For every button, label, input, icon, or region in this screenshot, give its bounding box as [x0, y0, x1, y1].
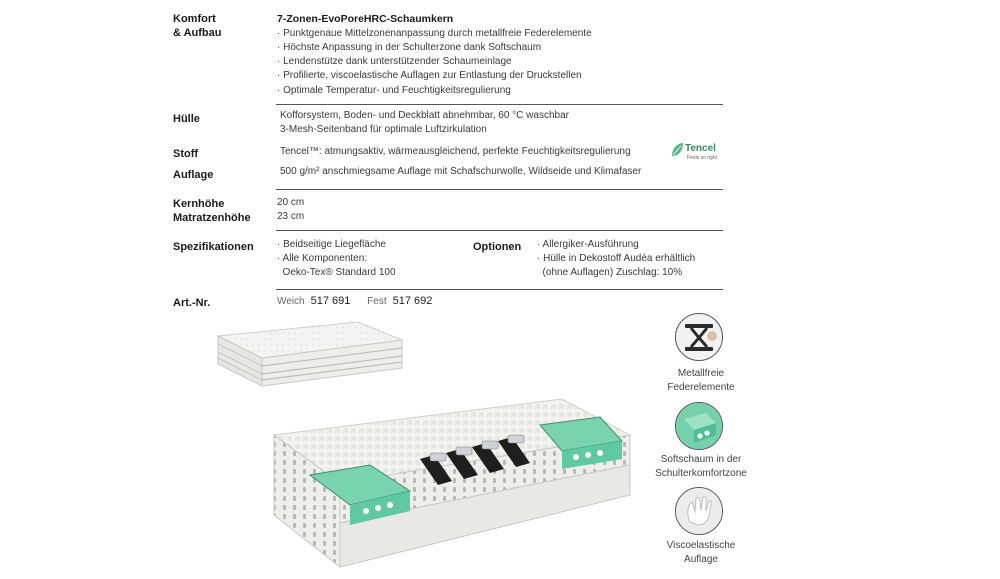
komfort-line-2: · Höchste Anpassung in der Schulterzone dank Softschaum: [277, 42, 542, 53]
divider: [276, 189, 723, 190]
divider: [276, 104, 723, 105]
tencel-logo-tagline: Feels so right: [687, 155, 718, 161]
feature-caption-federelemente: Metallfreie Federelemente: [667, 368, 735, 393]
fest-label: Fest: [367, 296, 387, 307]
label-auflage: Auflage: [173, 169, 214, 181]
tencel-logo: [669, 140, 725, 166]
label-optionen: Optionen: [473, 241, 522, 253]
komfort-line-3: · Lendenstütze dank unterstützender Schaumeinlage: [277, 56, 512, 67]
stoff-text: Tencel™: atmungsaktiv, wärmeausgleichend, perfekte Feuchtigkeitsregulierung: [280, 146, 631, 157]
optionen-line-2: · Hülle in Dekostoff Audéa erhältlich: [537, 253, 696, 264]
mattress-cutaway-image: [270, 395, 650, 573]
komfort-line-4: · Profilierte, viscoelastische Auflagen zur Entlastung der Druckstellen: [277, 70, 582, 81]
label-stoff: Stoff: [173, 148, 199, 160]
divider: [276, 289, 723, 290]
feature-badge-softschaum: [675, 402, 723, 450]
artikel-numbers: [277, 294, 432, 309]
feature-caption-softschaum: Softschaum in der Schulterkomfortzone: [655, 454, 747, 479]
matratzenhoehe-value: 23 cm: [277, 211, 305, 222]
label-hoehe: Kernhöhe Matratzenhöhe: [173, 198, 251, 224]
huelle-line-2: 3-Mesh-Seitenband für optimale Luftzirkulation: [280, 124, 487, 135]
feature-badge-viscoelastisch: [675, 487, 723, 535]
kernhoehe-value: 20 cm: [277, 197, 305, 208]
label-artikel: Art.-Nr.: [173, 297, 211, 309]
fest-number: 517 692: [392, 295, 433, 307]
weich-number: 517 691: [310, 295, 351, 307]
optionen-line-3: (ohne Auflagen) Zuschlag: 10%: [537, 267, 683, 278]
label-spezifikationen: Spezifikationen: [173, 241, 254, 253]
feature-badge-federelemente: [675, 313, 723, 361]
hand-imprint-icon: [676, 488, 722, 534]
mattress-image: [208, 318, 404, 398]
huelle-line-1: Kofforsystem, Boden- und Deckblatt abnehmbar, 60 °C waschbar: [280, 110, 569, 121]
spez-line-2: · Alle Komponenten:: [277, 253, 368, 264]
spez-line-3: Oeko-Tex® Standard 100: [277, 267, 396, 278]
optionen-line-1: · Allergiker-Ausführung: [537, 239, 639, 250]
komfort-line-5: · Optimale Temperatur- und Feuchtigkeitsregulierung: [277, 85, 511, 96]
label-komfort: Komfort & Aufbau: [173, 13, 222, 39]
feature-caption-viscoelastisch: Viscoelastische Auflage: [666, 540, 736, 565]
label-huelle: Hülle: [173, 113, 200, 125]
spez-line-1: · Beidseitige Liegefläche: [277, 239, 386, 250]
weich-label: Weich: [277, 296, 305, 307]
auflage-text: 500 g/m² anschmiegsame Auflage mit Schafschurwolle, Wildseide und Klimafaser: [280, 166, 642, 177]
divider: [276, 230, 723, 231]
spring-icon: [676, 314, 722, 360]
foam-icon: [676, 403, 722, 449]
core-title: 7-Zonen-EvoPoreHRC-Schaumkern: [277, 13, 454, 25]
tencel-logo-text: Tencel: [685, 143, 716, 154]
komfort-line-1: · Punktgenaue Mittelzonenanpassung durch metallfreie Federelemente: [277, 28, 592, 39]
